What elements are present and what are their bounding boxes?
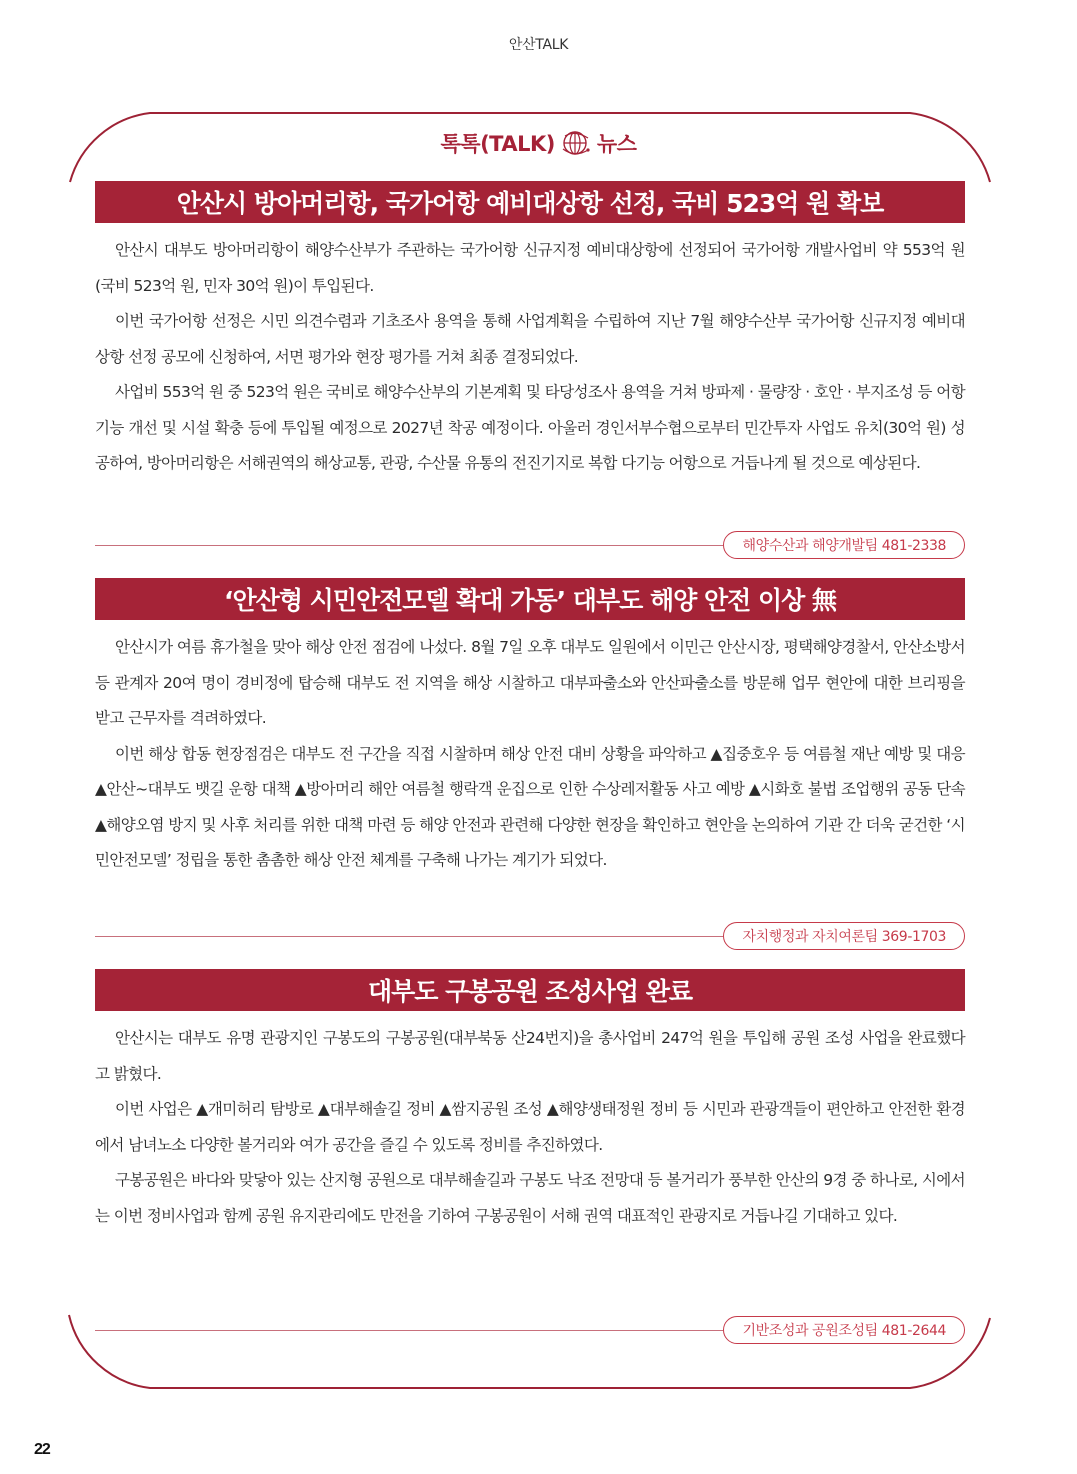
running-head: 안산TALK bbox=[508, 37, 569, 53]
paragraph: 안산시는 대부도 유명 관광지인 구봉도의 구봉공원(대부북동 산24번지)을 총사업비 247억 원을 투입해 공원 조성 사업을 완료했다고 밝혔다. bbox=[95, 1029, 965, 1083]
paragraph: 안산시가 여름 휴가철을 맞아 해상 안전 점검에 나섰다. 8월 7일 오후 대부도 일원에서 이민근 안산시장, 평택해양경찰서, 안산소방서 등 관계자 20여 명이 경비정에 탑승해 대부도 전 지역을 해상 시찰하고 대부파출소와 안산파출소를 방문해 업무 현안에 대한 브리핑을 받고 근무자를 격려하였다. bbox=[95, 638, 965, 727]
section-title-right: 뉴스 bbox=[596, 132, 637, 156]
article-body bbox=[95, 1021, 965, 1234]
divider bbox=[95, 545, 723, 546]
paragraph: 사업비 553억 원 중 523억 원은 국비로 해양수산부의 기본계획 및 타당성조사 용역을 거쳐 방파제 · 물량장 · 호안 · 부지조성 등 어항 기능 개선 및 시설 확충 등에 투입될 예정으로 2027년 착공 예정이다. 아울러 경인서부수협으로부터 민간투자 사업도 유치(30억 원) 성공하여, 방아머리항은 서해권역의 해상교통, 관광, 수산물 유통의 전진기지로 복합 다기능 어항으로 거듭나게 될 것으로 예상된다. bbox=[95, 383, 965, 472]
article-body bbox=[95, 630, 965, 879]
paragraph: 구봉공원은 바다와 맞닿아 있는 산지형 공원으로 대부해솔길과 구봉도 낙조 전망대 등 볼거리가 풍부한 안산의 9경 중 하나로, 시에서는 이번 정비사업과 함께 공원 유지관리에도 만전을 기하여 구봉공원이 서해 권역 대표적인 관광지로 거듭나길 기대하고 있다. bbox=[95, 1171, 965, 1225]
contact-row bbox=[95, 1315, 965, 1345]
globe-icon bbox=[561, 128, 591, 158]
article-2 bbox=[95, 578, 965, 879]
article-1 bbox=[95, 181, 965, 482]
paragraph: 안산시 대부도 방아머리항이 해양수산부가 주관하는 국가어항 신규지정 예비대상항에 선정되어 국가어항 개발사업비 약 553억 원(국비 523억 원, 민자 30억 원)이 투입된다. bbox=[95, 241, 965, 295]
section-title-left: 톡톡(TALK) bbox=[440, 132, 555, 156]
article-headline: 대부도 구봉공원 조성사업 완료 bbox=[95, 969, 965, 1011]
article-headline: 안산시 방아머리항, 국가어항 예비대상항 선정, 국비 523억 원 확보 bbox=[95, 181, 965, 223]
contact-row bbox=[95, 921, 965, 951]
paragraph: 이번 국가어항 선정은 시민 의견수렴과 기초조사 용역을 통해 사업계획을 수립하여 지난 7월 해양수산부 국가어항 신규지정 예비대상항 선정 공모에 신청하여, 서면 평가와 현장 평가를 거쳐 최종 결정되었다. bbox=[95, 312, 965, 366]
contact-row bbox=[95, 530, 965, 560]
contact-badge: 해양수산과 해양개발팀 481-2338 bbox=[723, 531, 965, 559]
contact-badge: 기반조성과 공원조성팀 481-2644 bbox=[723, 1316, 965, 1344]
divider bbox=[95, 936, 723, 937]
contact-badge: 자치행정과 자치여론팀 369-1703 bbox=[723, 922, 965, 950]
section-title bbox=[0, 128, 1077, 158]
article-headline: ‘안산형 시민안전모델 확대 가동’ 대부도 해양 안전 이상 無 bbox=[95, 578, 965, 620]
paragraph: 이번 해상 합동 현장점검은 대부도 전 구간을 직접 시찰하며 해상 안전 대비 상황을 파악하고 ▲집중호우 등 여름철 재난 예방 및 대응 ▲안산~대부도 뱃길 운항 대책 ▲방아머리 해안 여름철 행락객 운집으로 인한 수상레저활동 사고 예방 ▲시화호 불법 조업행위 공동 단속 ▲해양오염 방지 및 사후 처리를 위한 대책 마련 등 해양 안전과 관련해 다양한 현장을 확인하고 현안을 논의하여 기관 간 더욱 굳건한 ‘시민안전모델’ 정립을 통한 촘촘한 해상 안전 체계를 구축해 나가는 계기가 되었다. bbox=[95, 744, 965, 869]
page-number: 22 bbox=[34, 1441, 50, 1458]
divider bbox=[95, 1330, 723, 1331]
paragraph: 이번 사업은 ▲개미허리 탐방로 ▲대부해솔길 정비 ▲쌈지공원 조성 ▲해양생태정원 정비 등 시민과 관광객들이 편안하고 안전한 환경에서 남녀노소 다양한 볼거리와 여가 공간을 즐길 수 있도록 정비를 추진하였다. bbox=[95, 1100, 965, 1154]
article-3 bbox=[95, 969, 965, 1234]
article-body bbox=[95, 233, 965, 482]
